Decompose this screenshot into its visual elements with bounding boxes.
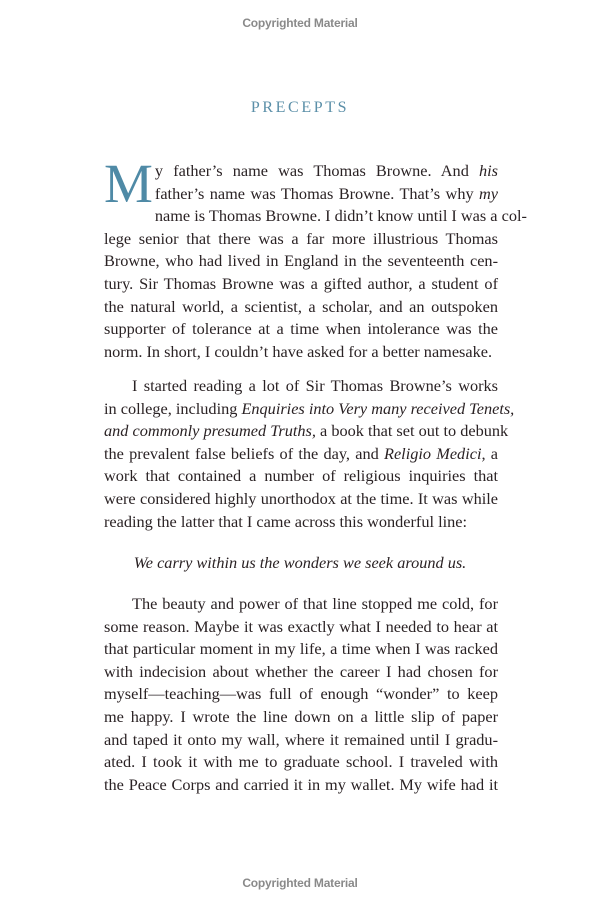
- book-title: and commonly presumed Truths,: [104, 421, 316, 441]
- text-line: were considered highly unorthodox at the time. It was while: [104, 488, 498, 508]
- text-line: Browne, who had lived in England in the seventeenth cen-: [104, 251, 498, 271]
- text-line: The beauty and power of that line stopped me cold, for: [132, 594, 498, 613]
- text-line: [104, 443, 498, 466]
- text-line: [104, 398, 515, 421]
- text-line: tury. Sir Thomas Browne was a gifted author, a student of: [104, 273, 498, 293]
- chapter-title: PRECEPTS: [250, 99, 350, 116]
- text-line: the Peace Corps and carried it in my wallet. My wife had it: [104, 774, 498, 794]
- text-line: work that contained a number of religious inquiries that: [104, 466, 498, 486]
- copyright-watermark-bottom: Copyrighted Material: [242, 876, 358, 890]
- text-line: I started reading a lot of Sir Thomas Browne’s works: [132, 376, 498, 395]
- text-line: [104, 183, 498, 206]
- text-line: ated. I took it with me to graduate school. I traveled with: [104, 752, 498, 772]
- emphasis: my: [479, 183, 498, 203]
- text-line: myself—teaching—was full of enough “wonder” to keep: [104, 684, 498, 704]
- paragraph-1: [104, 153, 527, 363]
- text-line: [104, 420, 509, 443]
- text-run: a book that set out to debunk: [315, 421, 509, 441]
- text-line: with indecision about whether the career I had chosen for: [104, 661, 498, 681]
- text-line: some reason. Maybe it was exactly what I needed to hear at: [104, 616, 498, 636]
- text-line: norm. In short, I couldn’t have asked for a better namesake.: [104, 341, 493, 361]
- paragraph-3: [104, 593, 498, 796]
- text-line: [104, 160, 498, 183]
- book-title: Enquiries into Very many received Tenets,: [241, 398, 515, 418]
- text-run: father’s name was Thomas Browne. That’s why: [154, 183, 480, 203]
- text-line: the natural world, a scientist, a scholar, and an outspoken: [104, 296, 498, 316]
- text-line: lege senior that there was a far more illustrious Thomas: [104, 228, 498, 248]
- text-line: me happy. I wrote the line down on a little slip of paper: [104, 706, 498, 726]
- text-line: supporter of tolerance at a time when intolerance was the: [104, 319, 498, 339]
- text-run: the prevalent false beliefs of the day, and: [104, 443, 384, 463]
- book-title: Religio Medici,: [384, 443, 486, 463]
- block-quote: We carry within us the wonders we seek around us.: [133, 553, 467, 572]
- text-line: name is Thomas Browne. I didn’t know until I was a col-: [154, 206, 527, 226]
- paragraph-2: [104, 375, 515, 533]
- text-run: a: [485, 443, 499, 463]
- copyright-watermark-top: Copyrighted Material: [242, 16, 358, 30]
- text-line: and taped it onto my wall, where it remained until I gradu-: [104, 729, 498, 749]
- text-line: reading the latter that I came across this wonderful line:: [104, 511, 468, 531]
- text-line: that particular moment in my life, a time when I was racked: [104, 639, 498, 659]
- text-run: in college, including: [104, 398, 242, 418]
- text-run: y father’s name was Thomas Browne. And: [154, 161, 479, 180]
- drop-cap: M: [104, 153, 153, 214]
- emphasis: his: [478, 161, 498, 180]
